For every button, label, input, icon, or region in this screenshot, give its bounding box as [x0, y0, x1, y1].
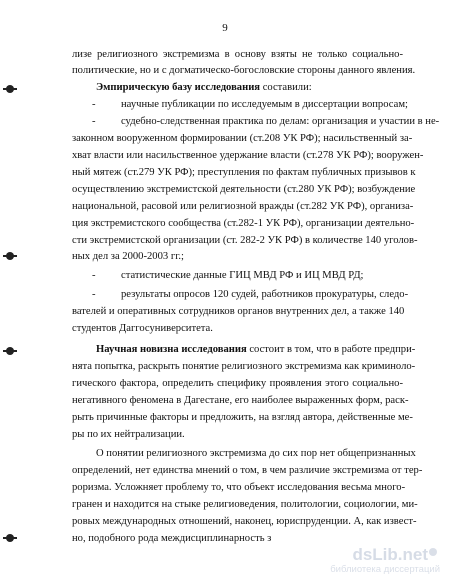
text-line: ры по их нейтрализации.: [72, 429, 185, 440]
text-line: хват власти или насильственное удержание власти (ст.278 УК РФ); вооружен-: [72, 150, 424, 161]
text-line: национальной, расовой или религиозной вражды (ст.282 УК РФ), организа-: [72, 201, 414, 212]
margin-marker: [6, 347, 14, 355]
bold-heading: Эмпирическую базу исследования: [96, 82, 261, 93]
text-line: лизе религиозного экстремизма в основу взяты не только социально-: [72, 49, 403, 60]
text-line: статистические данные ГИЦ МВД РФ и ИЦ МВД РД;: [121, 270, 364, 281]
text-line: вателей и оперативных сотрудников органов внутренних дел, а также 140: [72, 306, 405, 317]
text-line: гического фактора, определить специфику проявления этого социально-: [72, 378, 403, 389]
text-line-empirical-heading: [96, 81, 403, 94]
bullet-dash: -: [92, 289, 96, 300]
text-line: научные публикации по исследуемым в диссертации вопросам;: [121, 99, 408, 110]
bullet-dash: -: [92, 99, 96, 110]
heading-rest: состоит в том, что в работе предпри-: [246, 344, 416, 355]
svg-text:библиотека диссертаций: библиотека диссертаций: [330, 564, 440, 575]
bullet-dash: -: [92, 116, 96, 127]
text-line: ровых международных отношений, наконец, юриспруденции. А, как извест-: [72, 516, 417, 527]
dslib-watermark-logo: [316, 542, 444, 576]
text-line: сти экстремистской организации (ст. 282-2 УК РФ) в количестве 140 уголов-: [72, 235, 418, 246]
text-line: негативного феномена в Дагестане, его наиболее выраженных форм, раск-: [72, 395, 409, 406]
margin-marker: [6, 85, 14, 93]
text-line: судебно-следственная практика по делам: организация и участии в не-: [121, 116, 440, 127]
heading-rest: составили:: [260, 82, 312, 93]
bold-heading: Научная новизна исследования: [96, 344, 247, 355]
text-line: ция экстремистского сообщества (ст.282-1 УК РФ), организации деятельно-: [72, 218, 415, 229]
text-line: рыть причинные факторы и предложить, на взгляд автора, действенные ме-: [72, 412, 413, 423]
text-line: политические, но и с догматическо-богословские стороны данного явления.: [72, 65, 416, 76]
text-line: ный мятеж (ст.279 УК РФ); преступления по фактам публичных призывов к: [72, 167, 416, 178]
text-line: ных дел за 2000-2003 гг.;: [72, 251, 184, 262]
text-line: но, подобного рода междисциплинарность з: [72, 533, 272, 544]
svg-text:dsLib.net: dsLib.net: [352, 545, 428, 564]
text-line: гранен и находится на стыке религиоведения, политологии, социологии, ми-: [72, 499, 418, 510]
bullet-dash: -: [92, 270, 96, 281]
text-line: законном вооруженном формировании (ст.208 УК РФ); насильственный за-: [72, 133, 413, 144]
text-line: осуществлению экстремистской деятельности (ст.280 УК РФ); возбуждение: [72, 184, 416, 195]
margin-marker: [6, 252, 14, 260]
margin-marker: [6, 534, 14, 542]
text-line: студентов Даггосуниверситета.: [72, 323, 213, 334]
text-line: результаты опросов 120 судей, работников прокуратуры, следо-: [121, 289, 409, 300]
text-line: роризма. Усложняет проблему то, что объект исследования весьма много-: [72, 482, 406, 493]
text-line-novelty: [96, 343, 416, 356]
text-line: определений, нет единства мнений о том, в чем различие экстремизма от тер-: [72, 465, 423, 476]
text-line: О понятии религиозного экстремизма до сих пор нет общепризнанных: [96, 448, 416, 459]
page-number: 9: [222, 22, 228, 34]
text-line: нята попытка, раскрыть понятие религиозного экстремизма как криминоло-: [72, 361, 416, 372]
watermark: [316, 542, 444, 576]
